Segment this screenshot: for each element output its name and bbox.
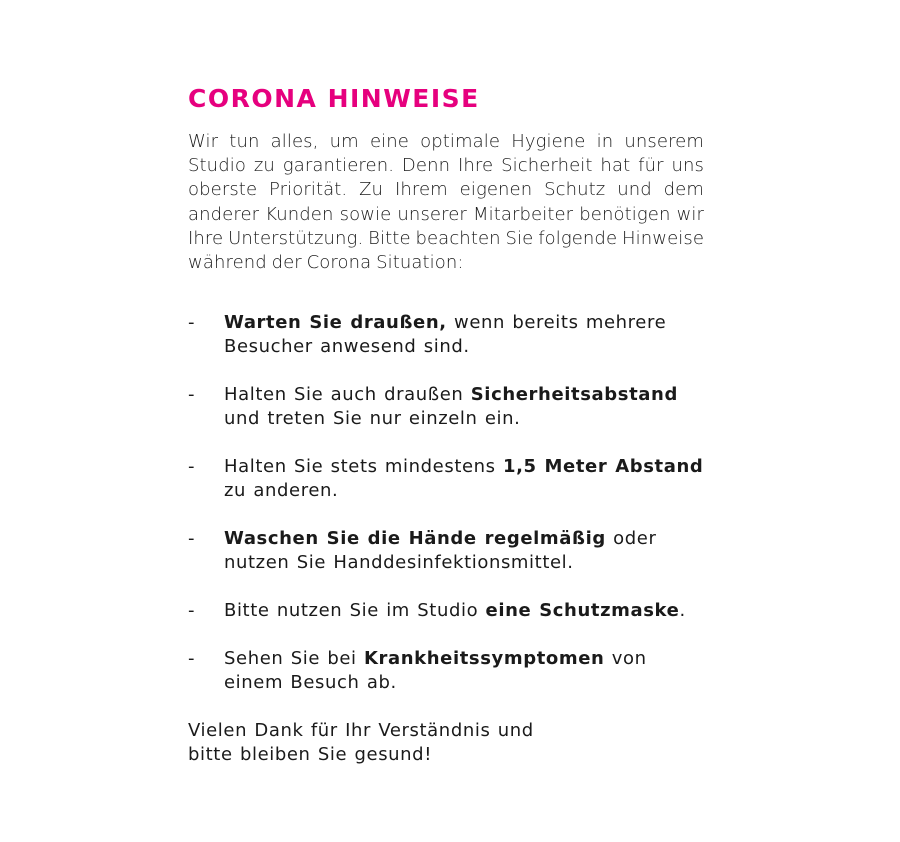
- rule-emphasis: Warten Sie draußen,: [224, 312, 447, 334]
- bullet-dash: -: [188, 599, 196, 621]
- rule-text: und treten Sie nur einzeln ein.: [224, 408, 521, 430]
- notice-title: CORONA HINWEISE: [188, 84, 480, 113]
- rule-text: wenn bereits mehrere Besucher anwesend sind.: [224, 312, 667, 358]
- rule-emphasis: Sicherheitsabstand: [470, 384, 678, 406]
- rule-text: zu anderen.: [224, 480, 339, 502]
- rule-text: oder nutzen Sie Handdesinfektionsmittel.: [224, 527, 657, 574]
- bullet-dash: -: [188, 647, 196, 669]
- rule-text: Halten Sie auch draußen: [224, 384, 471, 406]
- rule-emphasis: Waschen Sie die Hände regelmäßig: [224, 527, 606, 549]
- hygiene-rules-list: [188, 311, 704, 695]
- rule-text: von einem Besuch ab.: [224, 647, 647, 693]
- rule-emphasis: eine Schutzmaske: [485, 599, 680, 621]
- closing-message: [188, 719, 704, 768]
- rule-text: .: [679, 599, 686, 621]
- intro-paragraph: Wir tun alles, um eine optimale Hygiene in unserem Studio zu garantieren. Denn Ihre Sicherheit hat für uns oberste Priorität. Zu Ihrem eigenen Schutz und dem anderer Kunden sowie unserer Mitarbeiter benötigen wir Ihre Unterstützung. Bitte beachten Sie folgende Hinweise während der Corona Situation:: [188, 131, 704, 274]
- rule-item: [188, 647, 704, 695]
- rule-text: Halten Sie stets mindestens: [224, 456, 503, 478]
- rule-item: [188, 455, 704, 503]
- bullet-dash: -: [188, 312, 196, 334]
- bullet-dash: -: [188, 456, 196, 478]
- rule-item: [188, 527, 704, 575]
- bullet-dash: -: [188, 384, 196, 406]
- rule-text: Sehen Sie bei: [224, 647, 364, 669]
- rule-item: [188, 383, 704, 431]
- rule-emphasis: Krankheitssymptomen: [363, 647, 605, 669]
- corona-notice: [188, 84, 704, 768]
- rule-text: Bitte nutzen Sie im Studio: [224, 599, 486, 621]
- bullet-dash: -: [188, 527, 196, 549]
- rule-item: [188, 599, 704, 623]
- rule-item: [188, 311, 704, 359]
- closing-line-2: bitte bleiben Sie gesund!: [188, 744, 433, 766]
- rule-emphasis: 1,5 Meter Abstand: [502, 456, 704, 478]
- closing-line-1: Vielen Dank für Ihr Verständnis und: [188, 719, 534, 741]
